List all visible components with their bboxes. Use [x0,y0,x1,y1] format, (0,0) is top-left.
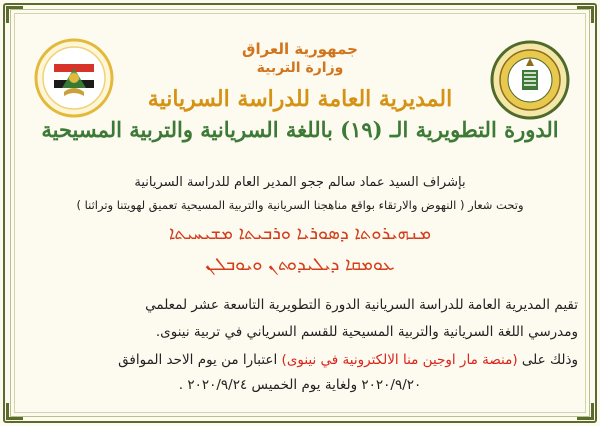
body-paragraph-1: تقيم المديرية العامة للدراسة السريانية الدورة التطويرية التاسعة عشر لمعلمي [145,297,578,313]
slogan-line: وتحت شعار ( النهوض والارتقاء بواقع مناهجنا السريانية والتربية المسيحية تعميق لهويتنا وتراثنا ) [76,198,524,212]
course-title: الدورة التطويرية الـ (١٩) باللغة السريانية والتربية المسيحية [41,117,559,142]
supervision-line: بإشراف السيد عماد سالم ججو المدير العام للدراسة السريانية [134,175,466,190]
syriac-line-2: ܥܘܡܩܐ ܕܝܠܝܕܘܬܢ ܘܝܘܒܠܢ [205,254,395,275]
platform-name: (منصة مار اوجين منا الالكترونية في نينوى) [281,352,518,368]
corner-ornament [6,403,23,420]
body-p3-end: اعتبارا من يوم الاحد الموافق [118,352,278,368]
syriac-line-1: ܡܢܗܝܪܘܬܐ ܕܣܘܪܝܐ ܘܪܒܝܬܐ ܡܫܝܚܝܬܐ [169,223,431,244]
republic-heading: جمهورية العراق [242,40,358,58]
body-paragraph-2: ومدرسي اللغة السريانية والتربية المسيحية للقسم السرياني في تربية نينوى. [155,324,578,340]
body-p3-start: وذلك على [521,352,578,368]
ministry-heading: وزارة التربية [256,60,344,76]
date-line: ٢٠٢٠/٩/٢٠ ولغاية يوم الخميس ٢٠٢٠/٩/٢٤ . [178,377,422,393]
corner-ornament [6,6,23,23]
corner-ornament [577,403,594,420]
directorate-title: المديرية العامة للدراسة السريانية [147,86,453,112]
body-paragraph-3 [22,352,578,368]
corner-ornament [577,6,594,23]
